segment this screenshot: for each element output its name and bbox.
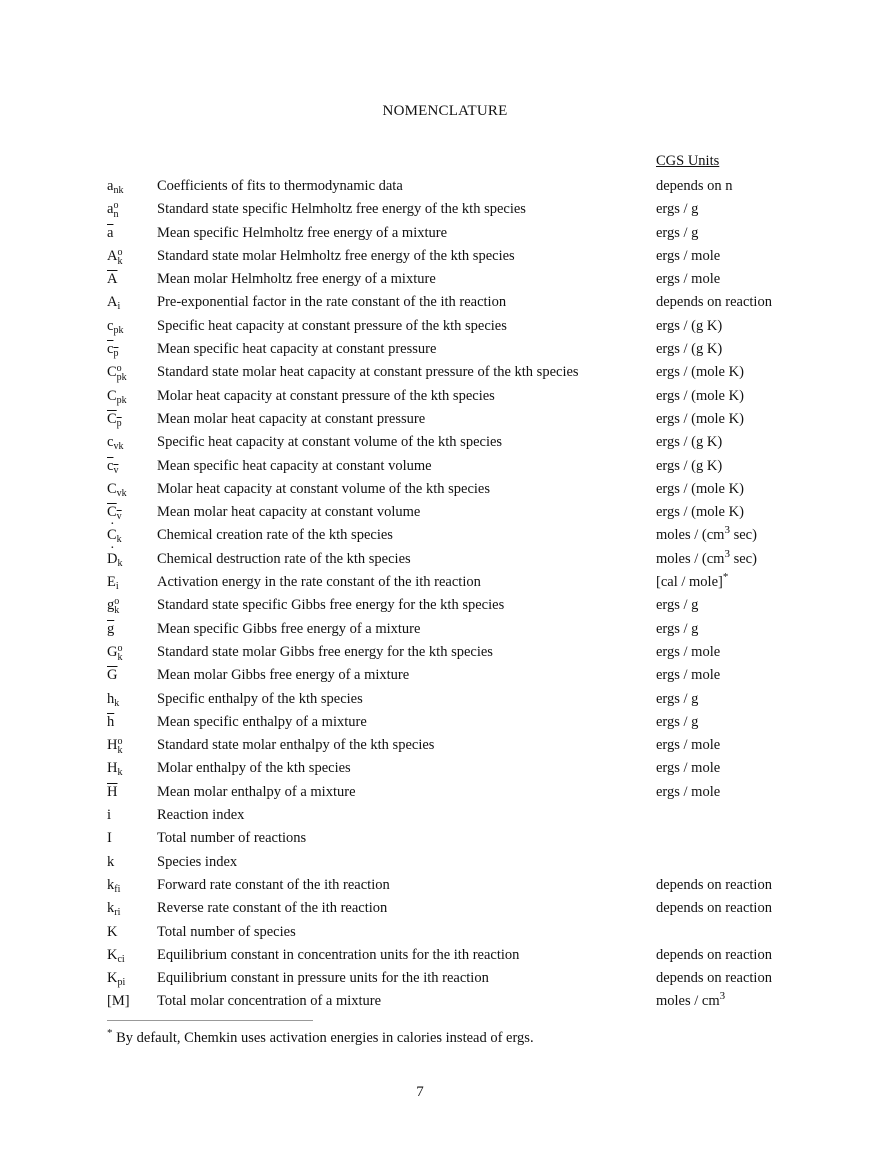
unit-text: depends on reaction	[656, 946, 772, 963]
nomenclature-row	[0, 432, 893, 455]
nomenclature-row	[0, 595, 893, 618]
nomenclature-row	[0, 758, 893, 781]
nomenclature-row	[0, 991, 893, 1014]
symbol-base: c	[107, 434, 114, 451]
page-number: 7	[416, 1084, 424, 1100]
symbol-subscript: vk	[116, 487, 127, 499]
symbol-base: A	[107, 247, 118, 264]
cgs-unit	[656, 642, 720, 662]
cgs-unit	[656, 782, 720, 802]
description: Standard state molar heat capacity at constant pressure of the kth species	[157, 364, 579, 381]
nomenclature-row	[0, 689, 893, 712]
symbol-base: $\overline{h}$	[107, 713, 115, 730]
description: Total molar concentration of a mixture	[157, 993, 382, 1010]
cgs-unit	[656, 898, 772, 918]
symbol-base: H	[107, 737, 118, 754]
symbol-base: C	[107, 364, 117, 381]
symbol	[107, 619, 114, 639]
cgs-unit	[656, 502, 744, 522]
description: Mean molar Gibbs free energy of a mixture	[157, 667, 410, 684]
description: Specific heat capacity at constant pressure of the kth species	[157, 317, 507, 334]
cgs-unit	[656, 968, 772, 988]
symbol-base: [M]	[107, 993, 130, 1010]
symbol-subscript: k	[117, 557, 123, 569]
symbol	[107, 432, 123, 452]
description: Reverse rate constant of the ith reaction	[157, 900, 388, 917]
description: Mean molar heat capacity at constant pressure	[157, 410, 426, 427]
unit-tail: sec)	[729, 527, 757, 544]
symbol	[107, 945, 125, 965]
page-title: NOMENCLATURE	[382, 103, 508, 119]
description: Molar heat capacity at constant volume of the kth species	[157, 480, 490, 497]
unit-text: moles / (cm	[656, 550, 725, 567]
description: Forward rate constant of the ith reaction	[157, 876, 390, 893]
nomenclature-row	[0, 665, 893, 688]
nomenclature-row	[0, 549, 893, 572]
nomenclature-row	[0, 292, 893, 315]
description: Chemical destruction rate of the kth species	[157, 550, 411, 567]
cgs-unit	[656, 339, 722, 359]
symbol-subscript: pk	[116, 372, 127, 384]
symbol-subscript: n	[113, 209, 119, 221]
symbol-base: c	[107, 317, 114, 334]
unit-text: ergs / mole	[656, 271, 721, 288]
symbol-subscript: v	[116, 511, 122, 523]
description: Mean specific heat capacity at constant pressure	[157, 341, 437, 358]
nomenclature-row	[0, 502, 893, 525]
nomenclature-row	[0, 922, 893, 945]
symbol	[107, 246, 122, 266]
symbol	[107, 549, 122, 569]
symbol	[107, 409, 122, 429]
symbol	[107, 269, 117, 289]
symbol-base: H	[107, 760, 118, 777]
nomenclature-row	[0, 362, 893, 385]
symbol-subscript: k	[114, 697, 120, 709]
symbol-base: k	[107, 853, 115, 870]
description: Standard state specific Gibbs free energy for the kth species	[157, 597, 505, 614]
nomenclature-row	[0, 852, 893, 875]
unit-text: [cal / mole]	[656, 574, 723, 591]
symbol-base: E	[107, 574, 116, 591]
symbol	[107, 828, 112, 848]
cgs-unit	[656, 572, 728, 592]
symbol-subscript: pi	[117, 977, 126, 989]
nomenclature-row	[0, 828, 893, 851]
unit-text: ergs / g	[656, 597, 699, 614]
symbol-subscript: ci	[117, 953, 125, 965]
nomenclature-row	[0, 898, 893, 921]
unit-text: depends on reaction	[656, 970, 772, 987]
nomenclature-row	[0, 619, 893, 642]
footnote-marker: *	[107, 1027, 113, 1039]
symbol-base: A	[107, 294, 118, 311]
unit-text: ergs / g	[656, 201, 699, 218]
unit-text: depends on reaction	[656, 876, 772, 893]
symbol-base: $\overline{g}$	[107, 620, 115, 637]
symbol	[107, 339, 118, 359]
symbol-base: a	[107, 178, 114, 194]
symbol	[107, 223, 113, 243]
unit-superscript: 3	[719, 990, 726, 1003]
symbol	[107, 316, 123, 336]
description: Mean molar heat capacity at constant volume	[157, 504, 421, 521]
cgs-unit	[656, 665, 720, 685]
symbol	[107, 479, 127, 499]
cgs-unit	[656, 269, 720, 289]
unit-text: ergs / mole	[656, 737, 721, 754]
description: Standard state molar Gibbs free energy for the kth species	[157, 643, 493, 660]
unit-text: ergs / g	[656, 620, 699, 637]
nomenclature-row	[0, 316, 893, 339]
description: Molar enthalpy of the kth species	[157, 760, 351, 777]
unit-text: ergs / mole	[656, 760, 721, 777]
nomenclature-row	[0, 269, 893, 292]
unit-text: ergs / (mole K)	[656, 364, 744, 381]
symbol	[107, 665, 117, 685]
symbol	[107, 782, 117, 802]
symbol-superscript: o	[117, 736, 123, 748]
footnote-rule	[107, 1020, 313, 1021]
cgs-unit	[656, 292, 772, 312]
symbol-base: C	[107, 387, 117, 404]
symbol	[107, 852, 114, 872]
description: Chemical creation rate of the kth species	[157, 527, 393, 544]
unit-text: moles / cm	[656, 993, 720, 1010]
unit-tail: sec)	[729, 550, 757, 567]
cgs-unit	[656, 758, 720, 778]
cgs-unit	[656, 595, 698, 615]
nomenclature-row	[0, 642, 893, 665]
unit-text: ergs / g	[656, 690, 699, 707]
symbol	[107, 805, 111, 825]
symbol-indices	[117, 644, 122, 662]
unit-text: ergs / (g K)	[656, 457, 723, 474]
symbol-indices	[113, 201, 118, 219]
description: Species index	[157, 853, 238, 870]
unit-text: ergs / (mole K)	[656, 387, 744, 404]
symbol-base: h	[107, 690, 115, 707]
unit-text: moles / (cm	[656, 527, 725, 544]
symbol-base: k	[107, 876, 115, 893]
symbol-subscript: p	[113, 348, 119, 360]
symbol	[107, 362, 127, 382]
nomenclature-row	[0, 805, 893, 828]
nomenclature-row	[0, 223, 893, 246]
symbol	[107, 199, 118, 219]
unit-text: depends on n	[656, 178, 733, 194]
symbol-indices	[117, 248, 122, 266]
cgs-unit	[656, 991, 725, 1011]
symbol-base: $\overline{a}$	[107, 224, 114, 241]
symbol-subscript: k	[117, 745, 123, 757]
symbol-subscript: v	[113, 464, 119, 476]
symbol	[107, 968, 125, 988]
nomenclature-row	[0, 525, 893, 548]
nomenclature-row	[0, 339, 893, 362]
unit-text: ergs / mole	[656, 643, 721, 660]
cgs-unit	[656, 246, 720, 266]
cgs-unit	[656, 199, 698, 219]
symbol	[107, 898, 120, 918]
symbol-base: g	[107, 597, 115, 614]
unit-text: ergs / (mole K)	[656, 480, 744, 497]
description: Mean specific heat capacity at constant volume	[157, 457, 432, 474]
unit-superscript: 3	[724, 524, 730, 537]
symbol-subscript: k	[114, 605, 120, 617]
unit-text: ergs / mole	[656, 247, 721, 264]
cgs-unit	[656, 362, 744, 382]
description: Mean specific enthalpy of a mixture	[157, 713, 367, 730]
description: Specific heat capacity at constant volume of the kth species	[157, 434, 503, 451]
symbol	[107, 572, 119, 592]
description: Standard state molar enthalpy of the kth species	[157, 737, 435, 754]
nomenclature-row	[0, 199, 893, 222]
nomenclature-row	[0, 945, 893, 968]
unit-superscript: *	[722, 571, 729, 584]
symbol-base: $\overline{H}$	[107, 783, 118, 800]
description: Mean molar enthalpy of a mixture	[157, 783, 356, 800]
symbol-superscript: o	[117, 642, 123, 654]
nomenclature-row	[0, 875, 893, 898]
cgs-unit	[656, 316, 722, 336]
symbol-base: I	[107, 830, 112, 847]
footnote	[107, 1027, 534, 1047]
symbol-subscript: k	[117, 255, 123, 267]
nomenclature-row	[0, 409, 893, 432]
description: Reaction index	[157, 807, 245, 824]
nomenclature-row	[0, 479, 893, 502]
description: Mean specific Helmholtz free energy of a mixture	[157, 224, 448, 241]
description: Standard state molar Helmholtz free energy of the kth species	[157, 247, 515, 264]
symbol-base: C ·	[107, 525, 117, 545]
symbol	[107, 386, 127, 406]
description: Pre-exponential factor in the rate constant of the ith reaction	[157, 294, 507, 311]
symbol-indices	[117, 737, 122, 755]
cgs-unit	[656, 549, 757, 569]
symbol-indices	[117, 364, 127, 382]
symbol	[107, 922, 117, 942]
symbol-subscript: pk	[116, 394, 127, 406]
nomenclature-row	[0, 735, 893, 758]
description: Mean specific Gibbs free energy of a mixture	[157, 620, 421, 637]
symbol	[107, 735, 122, 755]
symbol	[107, 991, 130, 1011]
unit-text: ergs / (mole K)	[656, 410, 744, 427]
symbol-base: D ·	[107, 549, 117, 569]
cgs-unit	[656, 479, 744, 499]
cgs-unit	[656, 689, 698, 709]
cgs-unit	[656, 712, 698, 732]
unit-text: ergs / (g K)	[656, 341, 723, 358]
symbol-indices	[114, 597, 119, 615]
cgs-unit	[656, 456, 722, 476]
cgs-unit	[656, 525, 757, 545]
cgs-unit	[656, 875, 772, 895]
symbol-base: i	[107, 807, 112, 824]
unit-text: ergs / (mole K)	[656, 504, 744, 521]
cgs-unit	[656, 619, 698, 639]
symbol	[107, 712, 114, 732]
nomenclature-row	[0, 176, 893, 199]
symbol-base: K	[107, 946, 118, 963]
symbol-base: $\overline{c}$	[107, 457, 114, 474]
symbol-base: $\overline{G}$	[107, 667, 118, 684]
unit-superscript: 3	[724, 547, 730, 560]
symbol-subscript: ri	[114, 907, 121, 919]
cgs-unit	[656, 386, 744, 406]
symbol-subscript: vk	[113, 441, 124, 453]
description: Mean molar Helmholtz free energy of a mixture	[157, 271, 436, 288]
cgs-unit	[656, 432, 722, 452]
nomenclature-row	[0, 572, 893, 595]
nomenclature-row	[0, 246, 893, 269]
symbol	[107, 875, 120, 895]
symbol-base: C	[107, 480, 117, 497]
description: Activation energy in the rate constant of the ith reaction	[157, 574, 481, 591]
symbol-subscript: i	[115, 581, 119, 593]
symbol	[107, 456, 118, 476]
symbol-subscript: k	[117, 651, 123, 663]
symbol-subscript: nk	[113, 185, 124, 196]
symbol-base: K	[107, 923, 118, 940]
symbol	[107, 758, 122, 778]
unit-text: depends on reaction	[656, 900, 772, 917]
symbol-base: $\overline{C}$	[107, 504, 117, 521]
symbol-base: G	[107, 643, 118, 660]
unit-text: ergs / mole	[656, 783, 721, 800]
description: Coefficients of fits to thermodynamic data	[157, 178, 403, 194]
nomenclature-list	[0, 176, 893, 1015]
symbol-base: k	[107, 900, 115, 917]
symbol-subscript: k	[116, 534, 122, 546]
nomenclature-row	[0, 386, 893, 409]
cgs-unit	[656, 409, 744, 429]
symbol	[107, 642, 122, 662]
symbol-base: K	[107, 970, 118, 987]
unit-text: ergs / mole	[656, 667, 721, 684]
cgs-unit	[656, 223, 698, 243]
symbol-superscript: o	[116, 363, 122, 375]
cgs-unit	[656, 735, 720, 755]
description: Specific enthalpy of the kth species	[157, 690, 363, 707]
symbol-superscript: o	[114, 596, 120, 608]
nomenclature-row	[0, 712, 893, 735]
symbol	[107, 595, 119, 615]
unit-text: ergs / (g K)	[656, 434, 723, 451]
units-column-header: CGS Units	[656, 153, 720, 169]
description: Equilibrium constant in concentration units for the ith reaction	[157, 946, 520, 963]
symbol-subscript: p	[116, 417, 122, 429]
symbol-subscript: k	[117, 767, 123, 779]
symbol-subscript: fi	[114, 883, 121, 895]
cgs-unit	[656, 176, 733, 196]
nomenclature-row	[0, 456, 893, 479]
symbol-base: $\overline{C}$	[107, 410, 117, 427]
symbol-subscript: i	[117, 301, 121, 313]
unit-text: ergs / (g K)	[656, 317, 723, 334]
description: Equilibrium constant in pressure units for the ith reaction	[157, 970, 489, 987]
symbol-base: $\overline{c}$	[107, 341, 114, 358]
symbol-superscript: o	[117, 246, 123, 258]
nomenclature-row	[0, 968, 893, 991]
unit-text: ergs / g	[656, 713, 699, 730]
symbol-base: a	[107, 201, 114, 218]
symbol-subscript: pk	[113, 324, 124, 336]
description: Molar heat capacity at constant pressure of the kth species	[157, 387, 495, 404]
description: Total number of reactions	[157, 830, 307, 847]
footnote-text: By default, Chemkin uses activation energies in calories instead of ergs.	[112, 1030, 534, 1046]
nomenclature-row	[0, 782, 893, 805]
symbol-base: $\overline{A}$	[107, 271, 118, 288]
unit-text: ergs / g	[656, 224, 699, 241]
symbol-superscript: o	[113, 200, 119, 212]
description: Total number of species	[157, 923, 296, 940]
symbol	[107, 292, 120, 312]
symbol	[107, 176, 123, 196]
symbol	[107, 689, 119, 709]
unit-text: depends on reaction	[656, 294, 772, 311]
description: Standard state specific Helmholtz free energy of the kth species	[157, 201, 526, 218]
cgs-unit	[656, 945, 772, 965]
